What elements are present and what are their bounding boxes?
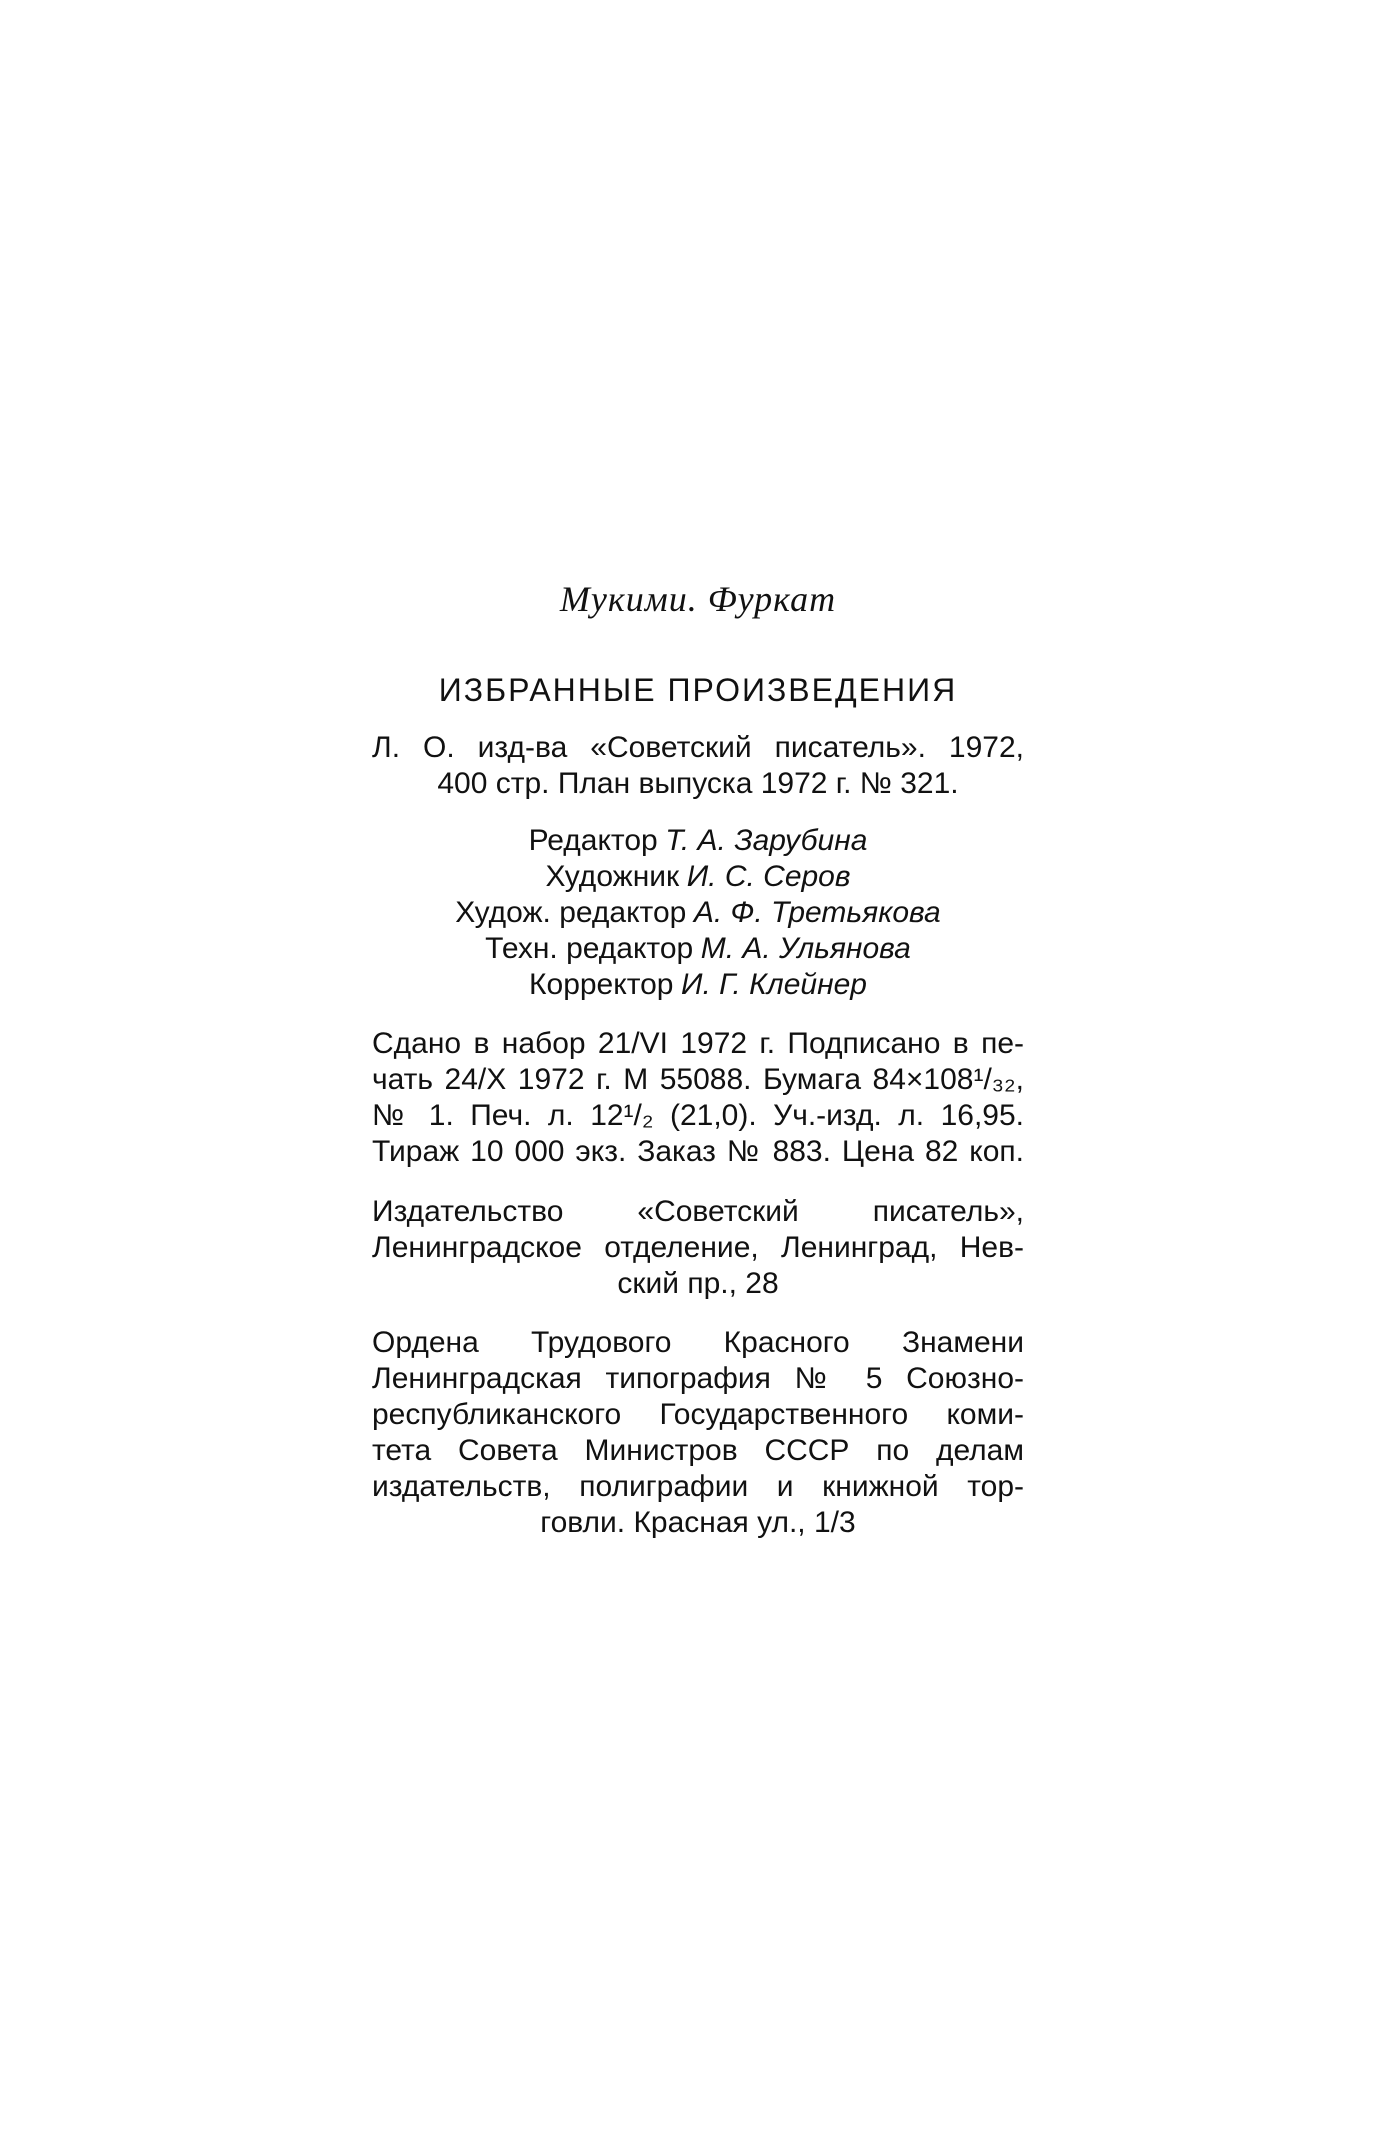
- credits-list: [0, 823, 1396, 1003]
- typography-line: тета Совета Министров СССР по делам: [372, 1434, 1024, 1467]
- typography-line: говли. Красная ул., 1/3: [540, 1506, 856, 1539]
- publication-info: [372, 730, 1024, 802]
- printing-line: № 1. Печ. л. 12¹/₂ (21,0). Уч.-изд. л. 16,95.: [372, 1099, 1024, 1132]
- credit-role: Художник: [545, 860, 680, 893]
- typography-line: республиканского Государственного коми-: [372, 1398, 1024, 1431]
- publisher-address: [372, 1194, 1024, 1302]
- credit-name: И. С. Серов: [686, 860, 851, 893]
- printing-line: Тираж 10 000 экз. Заказ № 883. Цена 82 коп.: [372, 1135, 1024, 1168]
- credit-role: Худож. редактор: [455, 896, 687, 929]
- typography-line: Ордена Трудового Красного Знамени: [372, 1326, 1024, 1359]
- publisher-line: ский пр., 28: [617, 1267, 779, 1300]
- credit-role: Корректор: [529, 968, 674, 1001]
- credit-name: А. Ф. Третьякова: [693, 896, 941, 929]
- typography-line: издательств, полиграфии и книжной тор-: [372, 1470, 1024, 1503]
- credit-artist: [0, 859, 1396, 895]
- credit-name: М. А. Ульянова: [700, 932, 911, 965]
- credit-editor: [0, 823, 1396, 859]
- credit-role: Техн. редактор: [485, 932, 694, 965]
- credit-proofreader: [0, 967, 1396, 1003]
- authors-heading: Мукими. Фуркат: [559, 579, 837, 619]
- printing-details: [372, 1026, 1024, 1170]
- credit-role: Редактор: [528, 824, 658, 857]
- printing-line: чать 24/X 1972 г. М 55088. Бумага 84×108¹/₃₂,: [372, 1063, 1024, 1096]
- printing-line: Сдано в набор 21/VI 1972 г. Подписано в пе-: [372, 1027, 1024, 1060]
- publisher-line: Ленинградское отделение, Ленинград, Нев-: [372, 1231, 1024, 1264]
- typography-line: Ленинградская типография № 5 Союзно-: [372, 1362, 1024, 1395]
- credit-name: И. Г. Клейнер: [680, 968, 867, 1001]
- credit-art-editor: [0, 895, 1396, 931]
- printing-house: [372, 1325, 1024, 1541]
- credit-tech-editor: [0, 931, 1396, 967]
- book-title: ИЗБРАННЫЕ ПРОИЗВЕДЕНИЯ: [438, 672, 958, 708]
- pubinfo-line: 400 стр. План выпуска 1972 г. № 321.: [437, 767, 959, 800]
- credit-name: Т. А. Зарубина: [665, 824, 868, 857]
- pubinfo-line: Л. О. изд-ва «Советский писатель». 1972,: [372, 731, 1024, 764]
- publisher-line: Издательство «Советский писатель»,: [372, 1195, 1024, 1228]
